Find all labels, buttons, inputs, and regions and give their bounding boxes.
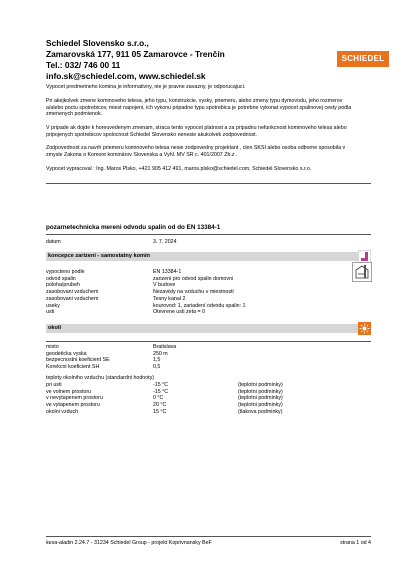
temp-value: -15 °C	[153, 388, 169, 395]
change-paragraph: Pri akejkolvek zmene kominoveho telesa, jeho typu, konstrukcie, vysky, priemeru, alebo zmeny typu dymovodu, jeho rozmerov a/alebo poctu spotrebicov, miest napojeni, ich vykonu pripadne typu spotrebica je potrebne vykonat vypocet spalinovej cesty podla zmenenych podmienok.	[46, 98, 352, 118]
temp-label: ve volnem prostoru	[46, 388, 92, 395]
row-label: useky	[46, 302, 60, 309]
building-icon	[352, 262, 372, 282]
responsibility-paragraph: Zodpovednost za navrh priemeru kominoveho telesa nesie zodpovedny projektant , clen SKSI alebo osoba odborne sposobila v zmysle Zakona o Komore kominárov Slovenska a Vyhl. MV SR c. 401/2007 Zb.z .	[46, 145, 346, 158]
temp-label: v nevytapenem prostoru	[46, 395, 103, 402]
footer	[46, 540, 371, 546]
section-header-koncepce: koncepce zarizeni - samostatny komin	[46, 252, 371, 261]
row-value: 1,5	[153, 357, 161, 364]
okoli-rows	[46, 344, 177, 371]
company-web: info.sk@schiedel.com, www.schiedel.sk	[46, 71, 206, 81]
row-label: poloha/prubeh	[46, 282, 80, 289]
row-value: kourovod: 1, zariadení odvodu spalin: 1	[153, 302, 246, 309]
row-value: V budove	[153, 282, 176, 289]
report-title: pozarnetechnicka mereni odvodu spalin od do EN 13384-1	[46, 224, 221, 231]
temp-value: 15 °C	[153, 408, 167, 415]
row-label: zasobovani vzduchem	[46, 289, 99, 296]
row-label: odvod spalin	[46, 275, 76, 282]
temp-label: ve vytapenem prostoru	[46, 402, 100, 409]
row-label: geodeticka vyska	[46, 350, 87, 357]
row-label: vypocteno podle	[46, 269, 85, 275]
temps-rows	[46, 382, 283, 416]
company-phone: Tel.: 032/ 746 00 11	[46, 60, 121, 70]
temp-note: (teplotni podminky)	[238, 402, 283, 409]
footer-divider	[46, 536, 371, 537]
row-label: bezpecnostni koeficient SE	[46, 357, 110, 364]
divider	[46, 183, 371, 184]
company-address: Zamarovská 177, 911 05 Zamarovce - Trenčín	[46, 49, 225, 59]
row-label: usti	[46, 309, 55, 316]
divider	[46, 341, 371, 342]
company-name: Schiedel Slovensko s.r.o.,	[46, 38, 149, 48]
row-value: 0,5	[153, 364, 161, 371]
temp-note: (teplotni podminky)	[238, 395, 283, 402]
temp-note: (teplotni podminky)	[238, 382, 283, 388]
row-label: zasobovani vzduchem	[46, 295, 99, 302]
row-label: Korekcni koeficient SH	[46, 364, 100, 371]
footer-brand: kesa-aladin	[46, 540, 74, 546]
date-value: 3. 7. 2024	[153, 239, 177, 245]
date-label: datum	[46, 239, 61, 245]
temp-label: pri usti	[46, 382, 62, 388]
schiedel-logo: SCHIEDEL	[337, 51, 389, 67]
disclaimer-paragraph: Vypocet predmetneho komina je informativny, nie je pravne zavazny, je odporucajuci.	[46, 84, 246, 90]
row-value: Otevrene usti zeta = 0	[153, 309, 205, 316]
divider	[46, 234, 371, 235]
author-paragraph: Vypocet vypracoval : Ing. Maros Plsko, +421 905 412 491, maros.plsko@schiedel.com, Schiedel Slovensko s.r.o.	[46, 166, 312, 172]
temp-value: -15 °C	[153, 382, 169, 388]
temp-value: 20 °C	[153, 402, 167, 409]
row-label: misto	[46, 344, 59, 350]
company-block	[46, 38, 225, 82]
temp-label: okolni vzduch	[46, 408, 79, 415]
page-number: strana 1 od 4	[340, 540, 371, 546]
temps-heading: teploty okolniho vzduchu (standardni hodnoty)	[46, 375, 155, 381]
row-value: EN 13384-1	[153, 269, 182, 275]
row-value: Nezavisly na vzduchu v miestnosti	[153, 289, 234, 296]
footer-info: 2.24.7 - 31234 Schiedel Group - projekt Koprivnansky BeF	[73, 540, 212, 546]
temp-note: (tlakova podminky)	[238, 408, 283, 415]
row-value: Tesny kanal 2	[153, 295, 186, 302]
temp-note: (teplotni podminky)	[238, 388, 283, 395]
section-header-okoli: okoli	[46, 324, 371, 333]
temp-value: 0 °C	[153, 395, 164, 402]
row-value: zarizeni pro odvod spalin domovni	[153, 275, 234, 282]
row-value: Bratislava	[153, 344, 177, 350]
validity-paragraph: V pripade ak dojde k horeuvedenym zmenam, straca tento vypocet platnost a za pripadnu nefunkcnost kominoveho telesa alebo pripojenych spotrebicov spolocnost Schiedel Slovensko nenesie akukolvek zodpovednost.	[46, 125, 347, 138]
row-value: 250 m	[153, 350, 168, 357]
koncepce-rows	[46, 269, 246, 316]
sun-icon	[358, 322, 371, 335]
